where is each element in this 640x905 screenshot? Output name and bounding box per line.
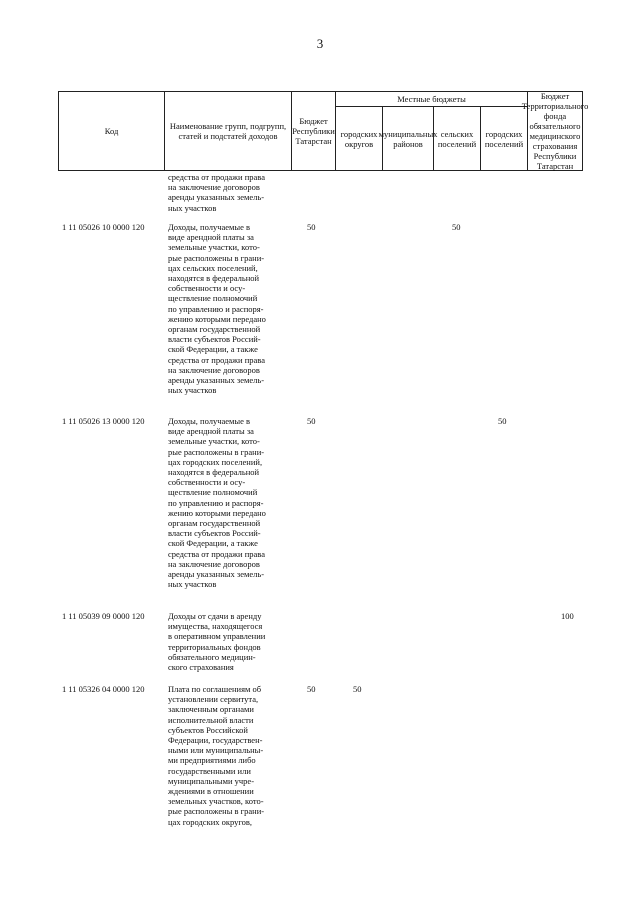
text-line: Федерации, государствен-	[168, 735, 263, 746]
text-line: рые расположены в грани-	[168, 252, 265, 263]
text-line: ществление полномочий	[168, 487, 258, 498]
text-line: жению которыми передано	[168, 507, 266, 518]
republic-value: 50	[307, 416, 316, 426]
text-line: имущества, находящегося	[168, 621, 263, 632]
header-code: Код	[58, 91, 292, 171]
text-line: аренды указанных земель-	[168, 192, 265, 203]
text-line: в оперативном управлении	[168, 631, 266, 642]
text-line: виде арендной платы за	[168, 232, 254, 243]
row-name	[168, 222, 286, 395]
republic-value: 50	[307, 684, 316, 694]
text-line: ществление полномочий	[168, 293, 258, 304]
text-line: Плата по соглашениям об	[168, 684, 262, 694]
urban-settlements-value: 50	[498, 416, 507, 426]
text-line: ского страхования	[168, 662, 234, 673]
text-line: ных участков	[168, 385, 217, 396]
header-republic-budget: Бюджет Республики Татарстан	[291, 91, 336, 171]
text-line: аренды указанных земель-	[168, 375, 265, 386]
text-line: земельные участки, кото-	[168, 242, 260, 253]
continuation-text	[168, 172, 286, 213]
text-line: на заключение договоров	[168, 182, 260, 193]
text-line: земельных участков, кото-	[168, 796, 264, 807]
text-line: по управлению и распоря-	[168, 303, 264, 314]
text-line: установлении сервитута,	[168, 694, 259, 705]
text-line: Доходы, получаемые в	[168, 416, 251, 426]
rural-settlements-value: 50	[452, 222, 461, 232]
page-number: 3	[316, 36, 324, 51]
row-code: 1 11 05026 10 0000 120	[62, 222, 145, 232]
text-line: средства от продажи права	[168, 354, 265, 365]
text-line: рые расположены в грани-	[168, 806, 265, 817]
text-line: заключенным органами	[168, 704, 254, 715]
text-line: ных участков	[168, 202, 217, 213]
text-line: находятся в федеральной	[168, 467, 260, 478]
text-line: собственности и осу-	[168, 283, 246, 294]
text-line: государственными или	[168, 765, 251, 776]
urban-districts-value: 50	[353, 684, 362, 694]
text-line: субъектов Российской	[168, 724, 248, 735]
text-line: рые расположены в грани-	[168, 446, 265, 457]
text-line: по управлению и распоря-	[168, 497, 264, 508]
header-municipal-districts: муниципальных районов	[382, 106, 434, 171]
text-line: ных участков	[168, 579, 217, 590]
text-line: виде арендной платы за	[168, 426, 254, 437]
header-fund-budget: Бюджет Территориального фонда обязательного медицинского страхования Республики Татарстан	[521, 91, 589, 171]
text-line: власти субъектов Россий-	[168, 334, 261, 345]
row-name	[168, 416, 286, 589]
text-line: Доходы, получаемые в	[168, 222, 251, 232]
row-name	[168, 684, 286, 827]
text-line: цах сельских поселений,	[168, 262, 258, 273]
text-line: на заключение договоров	[168, 364, 260, 375]
text-line: органам государственной	[168, 324, 261, 335]
text-line: обязательного медицин-	[168, 651, 256, 662]
text-line: находятся в федеральной	[168, 273, 260, 284]
text-line: ждениями в отношении	[168, 786, 254, 797]
row-code: 1 11 05039 09 0000 120	[62, 611, 145, 621]
header-name: Наименование групп, подгрупп, статей и подстатей доходов	[164, 91, 292, 171]
text-line: ской Федерации, а также	[168, 538, 258, 549]
row-code: 1 11 05026 13 0000 120	[62, 416, 145, 426]
text-line: средства от продажи права	[168, 548, 265, 559]
text-line: цах городских округов,	[168, 816, 253, 827]
text-line: исполнительной власти	[168, 714, 254, 725]
header-urban-settlements: городских поселений	[480, 106, 528, 171]
row-name	[168, 611, 286, 672]
header-urban-districts: городских округов	[335, 106, 383, 171]
text-line: ными или муниципальны-	[168, 745, 264, 756]
header-local-budgets: Местные бюджеты	[335, 91, 528, 107]
text-line: территориальных фондов	[168, 641, 261, 652]
fund-value: 100	[561, 611, 574, 621]
text-line: жению которыми передано	[168, 313, 266, 324]
text-line: цах городских поселений,	[168, 456, 263, 467]
text-line: власти субъектов Россий-	[168, 528, 261, 539]
text-line: Доходы от сдачи в аренду	[168, 611, 262, 621]
text-line: собственности и осу-	[168, 477, 246, 488]
republic-value: 50	[307, 222, 316, 232]
text-line: на заключение договоров	[168, 558, 260, 569]
text-line: ской Федерации, а также	[168, 344, 258, 355]
text-line: муниципальными учре-	[168, 775, 255, 786]
header-rural-settlements: сельских поселений	[433, 106, 481, 171]
text-line: ми предприятиями либо	[168, 755, 256, 766]
text-line: органам государственной	[168, 518, 261, 529]
text-line: средства от продажи права	[168, 172, 265, 182]
text-line: аренды указанных земель-	[168, 569, 265, 580]
row-code: 1 11 05326 04 0000 120	[62, 684, 145, 694]
text-line: земельные участки, кото-	[168, 436, 260, 447]
